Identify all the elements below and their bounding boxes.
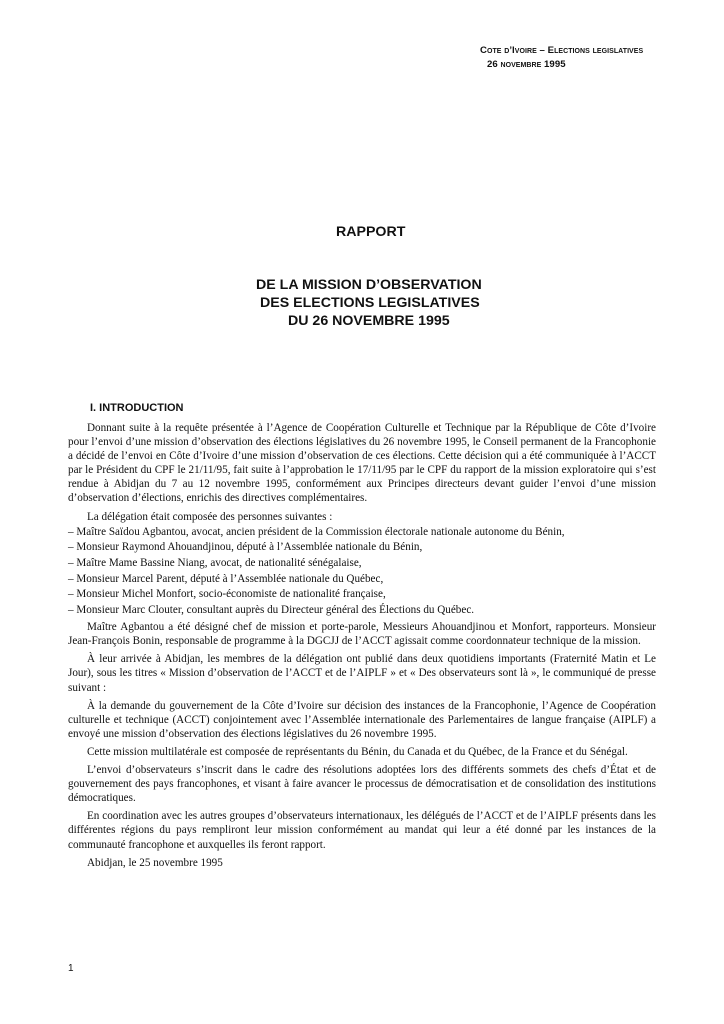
- delegation-list: [68, 525, 656, 618]
- report-subtitle-line-1: DE LA MISSION D’OBSERVATION: [256, 277, 482, 293]
- delegation-member: – Monsieur Michel Monfort, socio-économiste de nationalité française,: [68, 588, 386, 601]
- delegation-member: – Maître Saïdou Agbantou, avocat, ancien président de la Commission électorale nationale autonome du Bénin,: [68, 525, 565, 538]
- delegation-member: – Monsieur Marc Clouter, consultant auprès du Directeur général des Élections du Québec.: [68, 604, 475, 617]
- press-publication-paragraph: À leur arrivée à Abidjan, les membres de la délégation ont publié dans deux quotidiens importants (Fraternité Matin et Le Jour), sous les titres « Mission d’observation de l’ACCT et de l’AIPLF » et « Des observateurs sont là », le communiqué de presse suivant :: [68, 653, 656, 694]
- communique-paragraph-2: Cette mission multilatérale est composée de représentants du Bénin, du Canada et du Québec, de la France et du Sénégal.: [87, 745, 628, 758]
- delegation-member: – Monsieur Raymond Ahouandjinou, député à l’Assemblée nationale du Bénin,: [68, 541, 423, 554]
- delegation-intro: La délégation était composée des personnes suivantes :: [87, 510, 333, 523]
- report-subtitle-line-2: DES ELECTIONS LEGISLATIVES: [260, 295, 480, 311]
- header-line-title: Cote d’Ivoire – Elections legislatives: [480, 45, 644, 56]
- communique-paragraph-4: En coordination avec les autres groupes d’observateurs internationaux, les délégués de l’ACCT et de l’AIPLF présents dans les différentes régions du pays rempliront leur mission conformément au mandat qui leur a été donné par les instances de la communauté francophone et auxquelles ils feront rapport.: [68, 810, 656, 851]
- report-title: RAPPORT: [336, 224, 406, 240]
- page-number: 1: [68, 963, 74, 974]
- running-header: [480, 44, 643, 72]
- communique-paragraph-1: À la demande du gouvernement de la Côte d’Ivoire sur décision des instances de la Francophonie, l’Agence de Coopération culturelle et technique (ACCT) conjointement avec l’Assemblée internationale des Parlementaires de langue française (AIPLF) a envoyé une mission d’observation des élections législatives du 26 novembre 1995.: [68, 699, 656, 740]
- intro-paragraph: Donnant suite à la requête présentée à l’Agence de Coopération Culturelle et Technique par la République de Côte d’Ivoire pour l’envoi d’une mission d’observation des élections législatives du 26 novembre 1995, le Conseil permanent de la Francophonie a décidé de l’envoi en Côte d’Ivoire d’une mission d’observation de ces élections. Cette décision qui a été communiquée à l’ACCT par le Président du CPF le 21/11/95, fait suite à l’approbation le 17/11/95 par le CPF du rapport de la mission exploratoire qui s’est rendue à Abidjan du 7 au 12 novembre 1995, conformément aux Principes directeurs devant guider l’envoi d’une mission d’observation d’élections, enrichis des directives complémentaires.: [68, 422, 656, 505]
- header-line-date: 26 novembre 1995: [487, 59, 566, 70]
- section-heading: I. INTRODUCTION: [90, 402, 184, 414]
- body-text: [68, 421, 656, 874]
- mission-leadership-paragraph: Maître Agbantou a été désigné chef de mission et porte-parole, Messieurs Ahouandjinou et Monfort, rapporteurs. Monsieur Jean-François Bonin, responsable de programme à la DGCJJ de l’ACCT agissait comme coordonnateur technique de la mission.: [68, 621, 656, 648]
- communique-paragraph-3: L’envoi d’observateurs s’inscrit dans le cadre des résolutions adoptées lors des différents sommets des chefs d’État et de gouvernement des pays francophones, et visant à faire avancer le processus de démocratisation et de consolidation des institutions démocratiques.: [68, 764, 656, 805]
- signature-date-line: Abidjan, le 25 novembre 1995: [87, 856, 223, 869]
- delegation-member: – Maître Mame Bassine Niang, avocat, de nationalité sénégalaise,: [68, 557, 362, 570]
- report-subtitle-line-3: DU 26 NOVEMBRE 1995: [288, 313, 450, 329]
- delegation-member: – Monsieur Marcel Parent, député à l’Assemblée nationale du Québec,: [68, 572, 384, 585]
